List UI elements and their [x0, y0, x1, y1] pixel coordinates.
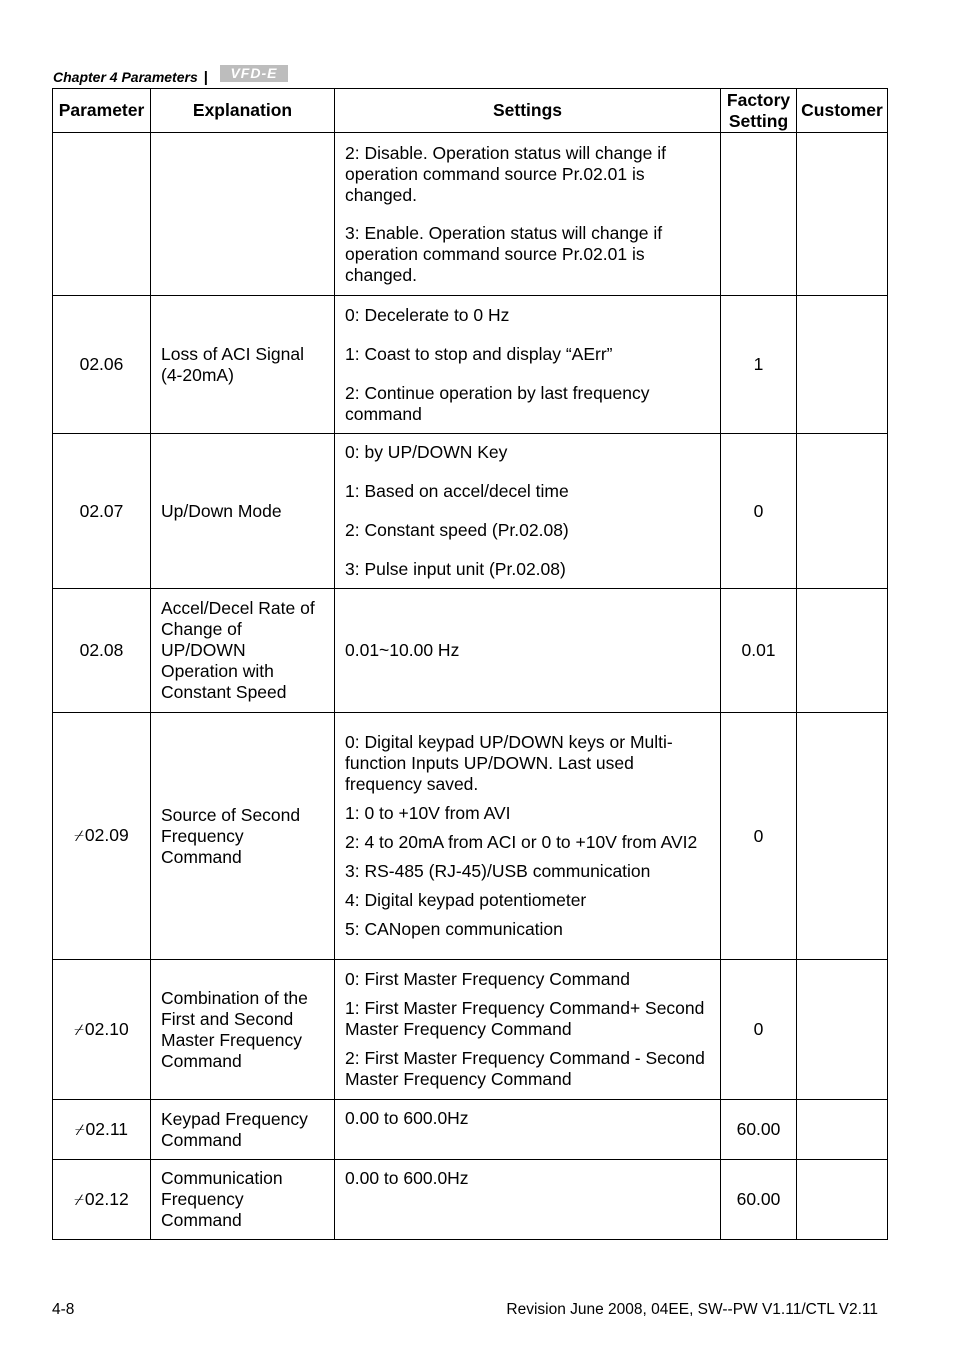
setting-option: 0: by UP/DOWN Key: [345, 442, 508, 462]
vfd-e-logo: VFD-E: [220, 65, 288, 82]
customer-cell: [797, 1160, 888, 1240]
table-header-row: [53, 89, 888, 133]
setting-option: 0: Decelerate to 0 Hz: [345, 304, 510, 325]
header-separator: |: [203, 68, 208, 86]
header-customer: Customer: [797, 89, 888, 133]
factory-cell: 60.00: [721, 1100, 797, 1160]
table-row: [53, 1100, 888, 1160]
setting-option: 3: Enable. Operation status will change if operation command source Pr.02.01 is changed.: [345, 222, 663, 285]
chapter-title: Chapter 4 Parameters: [53, 69, 198, 85]
settings-cell: [335, 1160, 721, 1240]
header-settings: Settings: [335, 89, 721, 133]
param-cell: [53, 133, 151, 296]
factory-cell: [721, 133, 797, 296]
param-number: 02.09: [84, 825, 129, 845]
setting-option: 4: Digital keypad potentiometer: [345, 890, 587, 910]
factory-cell: 0.01: [721, 589, 797, 713]
table-row: [53, 589, 888, 713]
param-number: 02.12: [84, 1188, 129, 1209]
factory-cell: 0: [721, 960, 797, 1100]
settings-cell: [335, 713, 721, 960]
explanation-cell: Combination of the First and Second Master Frequency Command: [151, 960, 335, 1100]
table-row: [53, 713, 888, 960]
setting-option: 1: 0 to +10V from AVI: [345, 803, 511, 823]
page-number: 4-8: [52, 1301, 75, 1318]
page-header: [53, 66, 288, 88]
table-row: [53, 434, 888, 589]
settable-during-operation-icon: ⌿: [74, 1021, 84, 1039]
customer-cell: [797, 713, 888, 960]
setting-option: 0: Digital keypad UP/DOWN keys or Multi-function Inputs UP/DOWN. Last used frequency saved.: [345, 732, 673, 794]
settings-cell: [335, 960, 721, 1100]
settings-cell: [335, 1100, 721, 1160]
factory-cell: 0: [721, 713, 797, 960]
header-factory-line2: Setting: [728, 110, 789, 131]
param-cell: [53, 713, 151, 960]
customer-cell: [797, 133, 888, 296]
setting-option: 2: First Master Frequency Command - Second Master Frequency Command: [345, 1048, 705, 1089]
setting-option: 1: Coast to stop and display “AErr”: [345, 343, 613, 364]
customer-cell: [797, 1100, 888, 1160]
settable-during-operation-icon: ⌿: [74, 1121, 85, 1139]
param-cell: [53, 1160, 151, 1240]
setting-option: 0.00 to 600.0Hz: [345, 1108, 469, 1128]
settings-cell: [335, 133, 721, 296]
setting-option: 0.01~10.00 Hz: [345, 640, 460, 660]
parameter-table: [52, 88, 888, 1240]
settings-cell: [335, 434, 721, 589]
header-factory-line1: Factory: [726, 89, 791, 110]
customer-cell: [797, 296, 888, 434]
setting-option: 2: Constant speed (Pr.02.08): [345, 520, 569, 540]
table-row: [53, 296, 888, 434]
explanation-cell: Accel/Decel Rate of Change of UP/DOWN Operation with Constant Speed: [151, 589, 335, 713]
param-number: 02.11: [85, 1118, 129, 1139]
explanation-cell: Keypad Frequency Command: [151, 1100, 335, 1160]
setting-option: 5: CANopen communication: [345, 919, 563, 939]
customer-cell: [797, 434, 888, 589]
table-row: [53, 133, 888, 296]
table-row: [53, 960, 888, 1100]
explanation-cell: [151, 133, 335, 296]
param-cell: 02.07: [53, 434, 151, 589]
setting-option: 3: RS-485 (RJ-45)/USB communication: [345, 861, 651, 881]
explanation-cell: Source of Second Frequency Command: [151, 713, 335, 960]
settings-cell: [335, 296, 721, 434]
setting-option: 1: First Master Frequency Command+ Second Master Frequency Command: [345, 998, 705, 1039]
revision-note: Revision June 2008, 04EE, SW--PW V1.11/CTL V2.11: [506, 1301, 878, 1318]
header-explanation: Explanation: [151, 89, 335, 133]
setting-option: 0.00 to 600.0Hz: [345, 1168, 469, 1188]
explanation-cell: Up/Down Mode: [151, 434, 335, 589]
settable-during-operation-icon: ⌿: [74, 828, 84, 845]
setting-option: 0: First Master Frequency Command: [345, 969, 630, 989]
factory-cell: 1: [721, 296, 797, 434]
customer-cell: [797, 960, 888, 1100]
settable-during-operation-icon: ⌿: [74, 1191, 84, 1209]
setting-option: 2: 4 to 20mA from ACI or 0 to +10V from AVI2: [345, 832, 698, 852]
explanation-cell: Loss of ACI Signal (4-20mA): [151, 296, 335, 434]
setting-option: 3: Pulse input unit (Pr.02.08): [345, 559, 566, 579]
param-cell: 02.08: [53, 589, 151, 713]
factory-cell: 0: [721, 434, 797, 589]
table-row: [53, 1160, 888, 1240]
setting-option: 2: Disable. Operation status will change if operation command source Pr.02.01 is changed.: [345, 142, 666, 205]
explanation-cell: Communication Frequency Command: [151, 1160, 335, 1240]
header-factory-setting: [721, 89, 797, 133]
factory-cell: 60.00: [721, 1160, 797, 1240]
settings-cell: [335, 589, 721, 713]
header-parameter: Parameter: [53, 89, 151, 133]
setting-option: 2: Continue operation by last frequency command: [345, 382, 650, 424]
param-cell: [53, 1100, 151, 1160]
param-number: 02.10: [84, 1018, 129, 1039]
param-cell: 02.06: [53, 296, 151, 434]
customer-cell: [797, 589, 888, 713]
setting-option: 1: Based on accel/decel time: [345, 481, 569, 501]
param-cell: [53, 960, 151, 1100]
